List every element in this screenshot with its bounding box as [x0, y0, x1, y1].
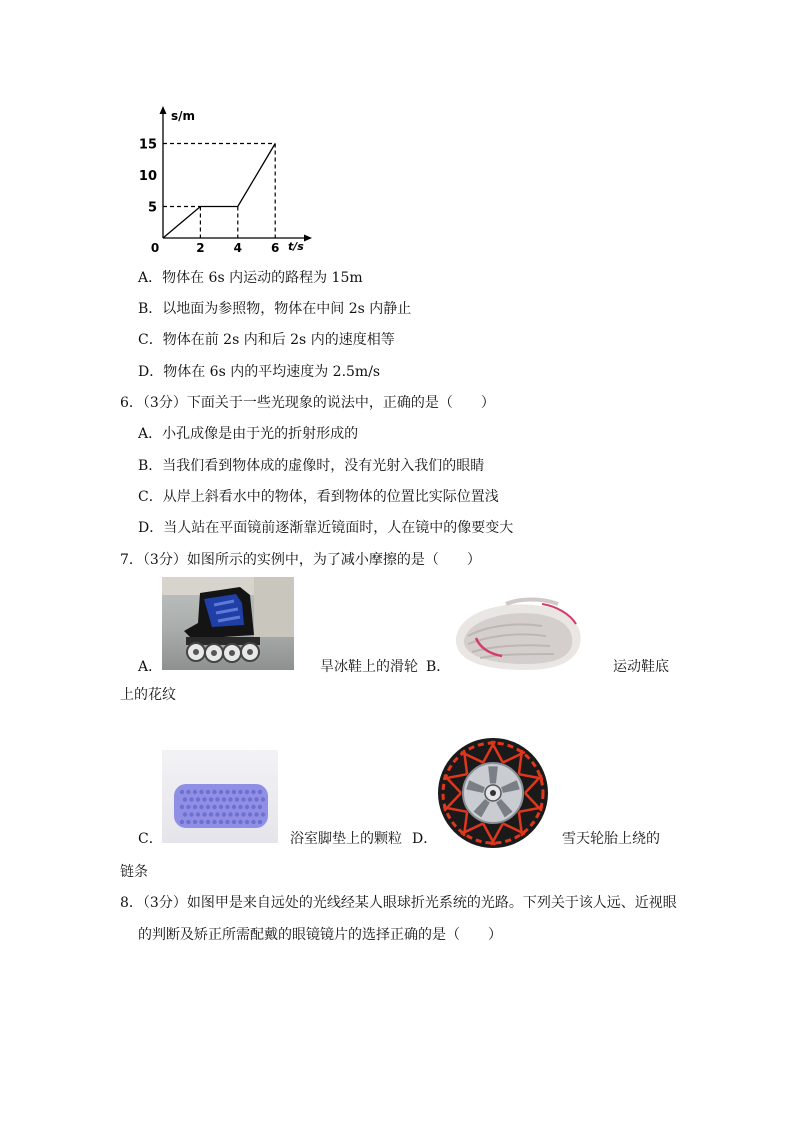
y-tick-label-10: 10	[138, 169, 157, 184]
y-axis-label: s/m	[171, 109, 196, 123]
q5-option-b: B．以地面为参照物，物体在中间 2s 内静止	[138, 301, 412, 317]
st-graph	[130, 100, 330, 260]
x-axis-arrow	[304, 235, 312, 242]
q5-option-a: A．物体在 6s 内运动的路程为 15m	[138, 270, 363, 286]
x-tick-label-2: 2	[196, 241, 205, 255]
q6-stem: 6．（3分）下面关于一些光现象的说法中，正确的是（ ）	[120, 395, 495, 411]
x-tick-label-0: 0	[150, 241, 160, 255]
q6-option-b: B．当我们看到物体成的虚像时，没有光射入我们的眼睛	[138, 458, 485, 474]
q5-option-d: D．物体在 6s 内的平均速度为 2.5m/s	[138, 364, 381, 380]
q7-stem: 7．（3分）如图所示的实例中，为了减小摩擦的是（ ）	[120, 552, 481, 568]
y-tick-label-5: 5	[147, 200, 157, 216]
distance-time-line	[163, 144, 275, 239]
y-axis-arrow	[160, 106, 167, 114]
sneaker-sole-image	[446, 596, 588, 678]
q7-option-d-text-cont: 链条	[120, 864, 148, 880]
q7-option-c-letter: C．	[138, 831, 163, 847]
q7-option-d-letter: D．	[412, 831, 438, 847]
x-axis-label: t/s	[288, 240, 304, 253]
snow-chain-tire-image	[436, 736, 550, 850]
x-tick-label-6: 6	[271, 241, 280, 255]
q6-option-d: D．当人站在平面镜前逐渐靠近镜面时，人在镜中的像要变大	[138, 520, 514, 536]
q5-option-c: C．物体在前 2s 内和后 2s 内的速度相等	[138, 332, 395, 348]
q6-option-a: A．小孔成像是由于光的折射形成的	[138, 426, 359, 442]
q8-stem-line1: 8．（3分）如图甲是来自远处的光线经某人眼球折光系统的光路。下列关于该人远、近视眼	[120, 895, 677, 911]
q7-option-a-text: 旱冰鞋上的滑轮	[320, 659, 418, 675]
inline-skate-image	[162, 577, 294, 670]
q7-option-b-text: 运动鞋底	[613, 659, 669, 675]
q7-option-d-text: 雪天轮胎上绕的	[562, 831, 660, 847]
bath-mat-image	[162, 750, 278, 843]
q8-stem-line2: 的判断及矫正所需配戴的眼镜镜片的选择正确的是（ ）	[138, 927, 502, 943]
q7-option-b-text-cont: 上的花纹	[120, 687, 176, 703]
y-tick-label-15: 15	[138, 137, 157, 153]
x-tick-label-4: 4	[233, 241, 242, 255]
q7-option-b-letter: B．	[426, 659, 451, 675]
q6-option-c: C．从岸上斜看水中的物体，看到物体的位置比实际位置浅	[138, 489, 499, 505]
q7-option-a-letter: A．	[138, 659, 163, 675]
q7-option-c-text: 浴室脚垫上的颗粒	[290, 831, 402, 847]
